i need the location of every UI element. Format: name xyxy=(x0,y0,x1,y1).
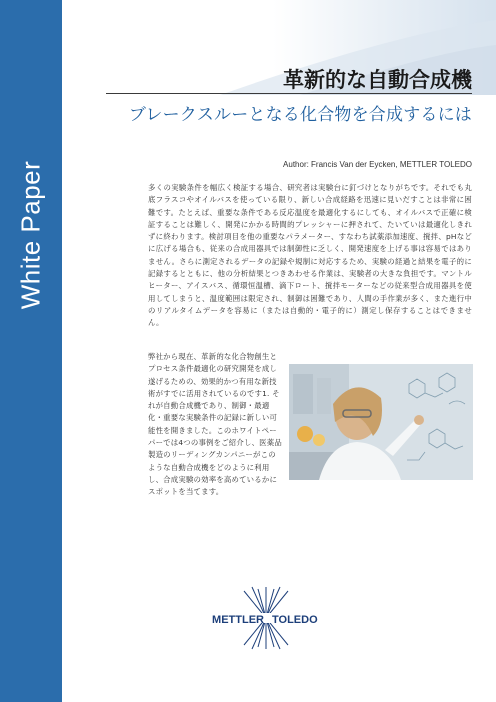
title-divider xyxy=(106,93,472,94)
author-line: Author: Francis Van der Eycken, METTLER TOLEDO xyxy=(283,160,472,169)
sidebar xyxy=(0,0,62,702)
page-title: 革新的な自動合成機 xyxy=(283,68,472,92)
mettler-toledo-logo xyxy=(186,583,346,653)
logo-text-left: METTLER xyxy=(212,614,264,626)
intro-paragraph: 多くの実験条件を幅広く検証する場合、研究者は実験台に釘づけとなりがちです。それでも丸底フラスコやオイルバスを使っている限り、新しい合成経路を迅速に見いだすことは非常に困難です。たとえば、重要な条件である反応温度を最適化するにしても、オイルバスで正確に検証することは難しく、開発にかかる時間的プレッシャーに押されて、たいていは最適化しきれずに終わります。検討項目を他の重要なパラメーター、すなわち試薬添加速度、撹拌、pHなどに広げる場合も、従来の合成用器具では制御性に乏しく、開発速度を上げる事は容易ではありません。さらに測定されるデータの記録や規制に対応するため、実験の経過と結果を電子的に記録するとともに、他の分析結果とつきあわせる作業は、実験者の大きな負担です。マントルヒーター、アイスバス、循環恒温槽、滴下ロート、撹拌モーターなどの従来型合成用器具を使用してしまうと、温度範囲は限定され、制御は困難であり、人間の手作業が多く、また進行中のリアルタイムデータを容易に（または自動的・電子的に）測定し保存することはできません。 xyxy=(148,183,472,328)
page-subtitle: ブレークスルーとなる化合物を合成するには xyxy=(128,105,472,125)
logo-text-right: TOLEDO xyxy=(272,614,318,626)
body-paragraph: 弊社から現在、革新的な化合物創生とプロセス条件最適化の研究開発を成し遂げるための、効果的かつ有用な新技術がすでに活用されているのです1. それが自動合成機であり、制御・最適化・重要な実験条件の記録に新しい可能性を開きました。このホワイトペーパーでは4つの事例をご紹介し、医薬品製造のリーディングカンパニーがこのような自動合成機をどのように利用し、合成実験の効率を高めているかにスポットを当てます。 xyxy=(148,352,282,497)
sidebar-label: White Paper xyxy=(15,160,46,310)
scientist-photo xyxy=(289,364,473,480)
